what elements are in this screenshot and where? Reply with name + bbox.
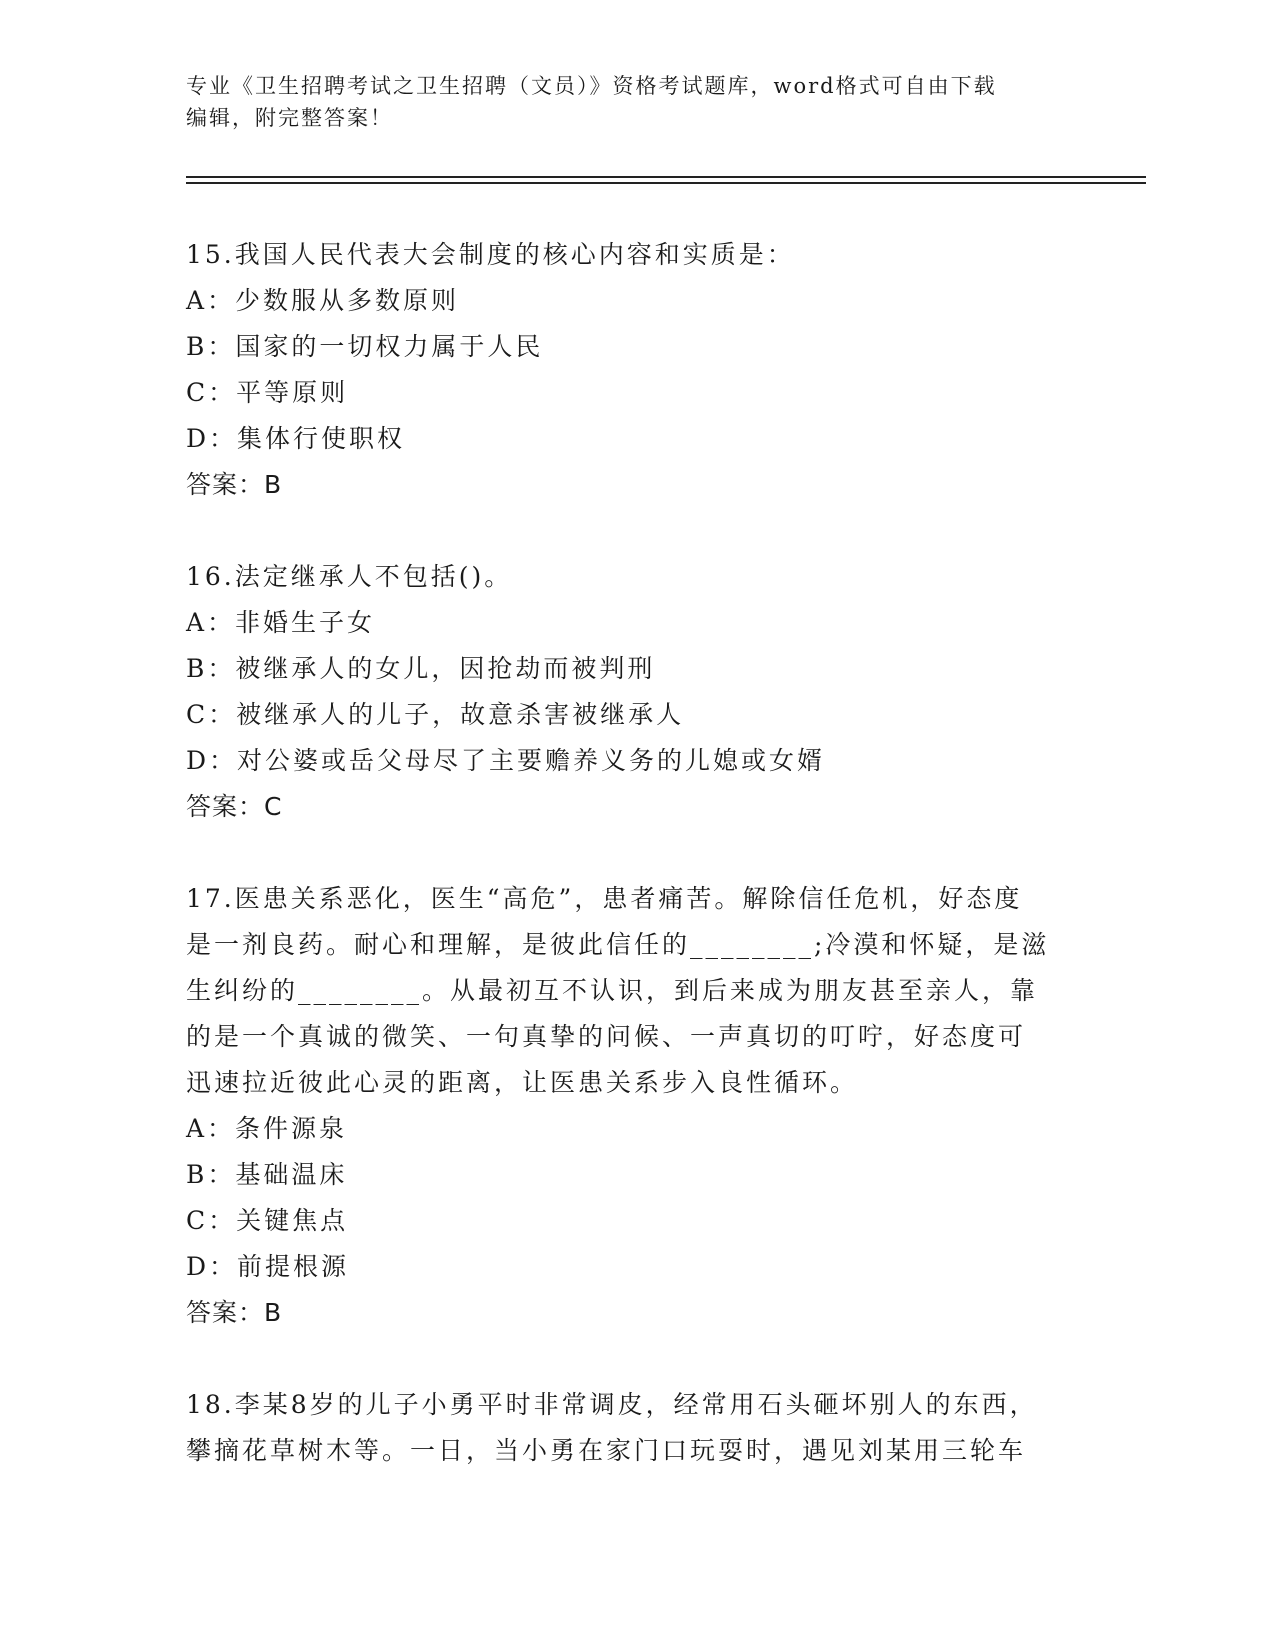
option-b: B：国家的一切权力属于人民 <box>186 332 544 361</box>
question-stem-line: 是一剂良药。耐心和理解，是彼此信任的________;冷漠和怀疑，是滋 <box>186 930 1050 959</box>
header-line-1: 专业《卫生招聘考试之卫生招聘（文员）》资格考试题库，word格式可自由下载 <box>186 74 997 98</box>
option-a: A：少数服从多数原则 <box>186 286 460 315</box>
question-stem: 16.法定继承人不包括()。 <box>186 562 513 591</box>
option-a: A：条件源泉 <box>186 1114 348 1143</box>
option-a: A：非婚生子女 <box>186 608 376 637</box>
option-d: D：集体行使职权 <box>186 424 406 453</box>
option-c: C：平等原则 <box>186 378 349 407</box>
question-stem-line: 18.李某8岁的儿子小勇平时非常调皮，经常用石头砸坏别人的东西， <box>186 1390 1038 1419</box>
question-stem-line: 攀摘花草树木等。一日，当小勇在家门口玩耍时，遇见刘某用三轮车 <box>186 1436 1027 1465</box>
document-header <box>186 70 1086 134</box>
option-d: D：前提根源 <box>186 1252 350 1281</box>
option-b: B：被继承人的女儿，因抢劫而被判刑 <box>186 654 656 683</box>
question-17 <box>186 876 1066 1336</box>
option-c: C：关键焦点 <box>186 1206 349 1235</box>
option-b: B：基础温床 <box>186 1160 348 1189</box>
answer-line: 答案：C <box>186 792 283 821</box>
question-stem-line: 17.医患关系恶化，医生“高危”，患者痛苦。解除信任危机，好态度 <box>186 884 1023 913</box>
option-c: C：被继承人的儿子，故意杀害被继承人 <box>186 700 685 729</box>
header-divider-top <box>186 176 1146 178</box>
question-16 <box>186 554 1066 830</box>
question-18 <box>186 1382 1066 1474</box>
answer-line: 答案：B <box>186 470 283 499</box>
header-divider-bottom <box>186 182 1146 184</box>
question-stem: 15.我国人民代表大会制度的核心内容和实质是： <box>186 240 795 269</box>
question-stem-line: 迅速拉近彼此心灵的距离，让医患关系步入良性循环。 <box>186 1068 859 1097</box>
header-line-2: 编辑，附完整答案！ <box>186 106 393 130</box>
question-stem-line: 生纠纷的________。从最初互不认识，到后来成为朋友甚至亲人，靠 <box>186 976 1039 1005</box>
answer-line: 答案：B <box>186 1298 283 1327</box>
question-15 <box>186 232 1066 508</box>
question-list <box>186 232 1066 1474</box>
option-d: D：对公婆或岳父母尽了主要赡养义务的儿媳或女婿 <box>186 746 826 775</box>
question-stem-line: 的是一个真诚的微笑、一句真挚的问候、一声真切的叮咛，好态度可 <box>186 1022 1027 1051</box>
